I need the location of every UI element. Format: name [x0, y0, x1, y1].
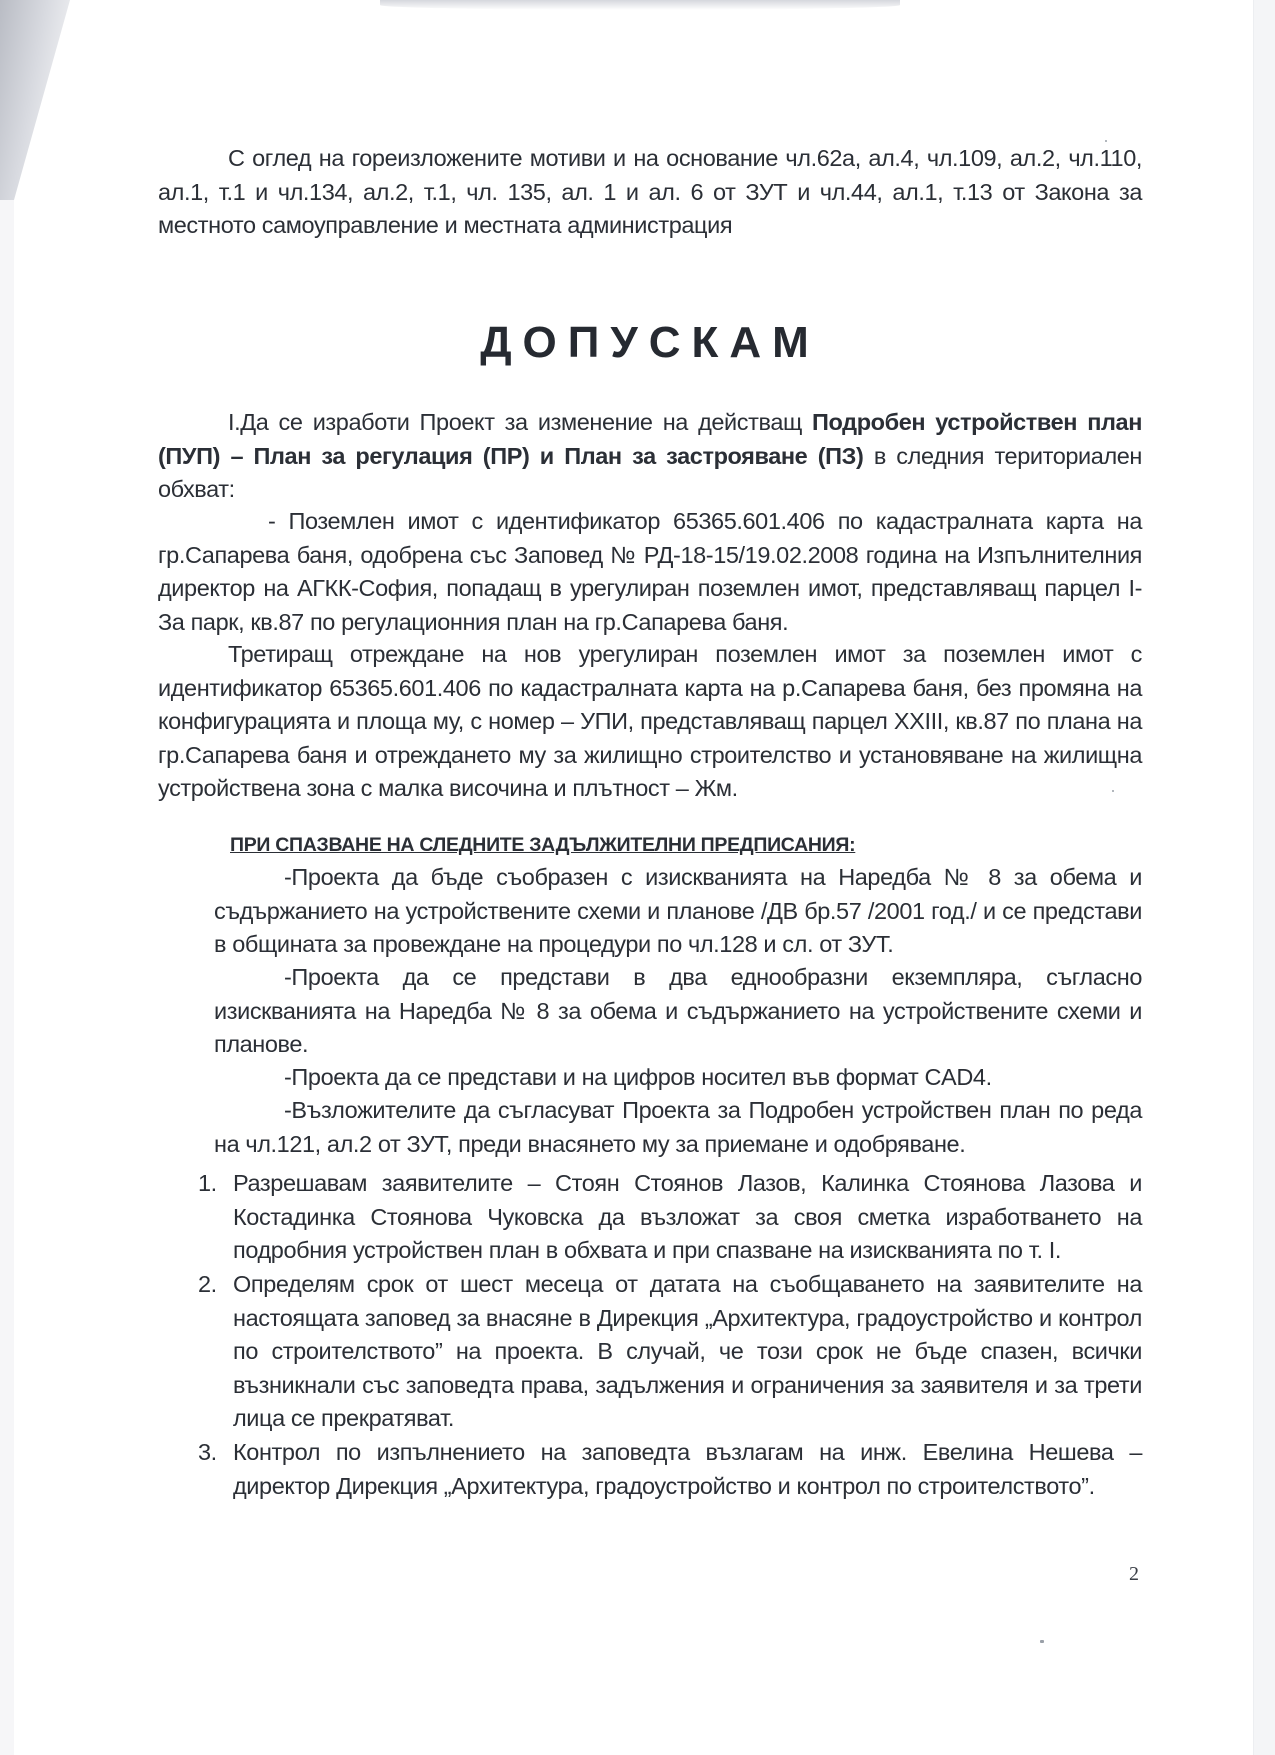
- section-one-paragraph: [158, 406, 1142, 507]
- scan-corner-shadow: [0, 0, 70, 200]
- section-one-plan-name: Подробен устройствен план (ПУП) – План за регулация (ПР) и План за застрояване (ПЗ): [158, 409, 1143, 469]
- scan-speck: [1040, 1640, 1044, 1643]
- scan-right-margin: [1253, 0, 1275, 1755]
- numbered-item: [198, 1268, 1142, 1436]
- scope-paragraph: - Поземлен имот с идентификатор 65365.601.406 по кадастралната карта на гр.Сапарева баня, одобрена със Заповед № РД-18-15/19.02.2008 година на Изпълнителния директор на АГКК-София, попадащ в урегулиран поземлен имот, представляващ парцел I-За парк, кв.87 по регулационния план на гр.Сапарева баня.: [158, 508, 1142, 635]
- item-text: Определям срок от шест месеца от датата на съобщаването на заявителите на настоящата заповед за внасяне в Дирекция „Архитектура, градоустройство и контрол по строителството” на проекта. В случай, че този срок не бъде спазен, всички възникнали със заповедта права, задължения и ограничения за заявителя и за трети лица се прекратяват.: [233, 1271, 1142, 1431]
- scan-left-margin: [0, 0, 14, 1755]
- requirements-heading: ПРИ СПАЗВАНЕ НА СЛЕДНИТЕ ЗАДЪЛЖИТЕЛНИ ПРЕДПИСАНИЯ:: [230, 834, 856, 856]
- section-one-prefix: I.Да се изработи Проект за изменение на действащ: [228, 409, 813, 435]
- requirement-item: -Възложителите да съгласуват Проекта за Подробен устройствен план по реда на чл.121, ал.2 от ЗУТ, преди внасянето му за приемане и одобряване.: [214, 1097, 1142, 1157]
- scan-speck: [1112, 790, 1114, 792]
- item-text: Контрол по изпълнението на заповедта възлагам на инж. Евелина Нешева – директор Дирекция „Архитектура, градоустройство и контрол по строителството”.: [233, 1439, 1142, 1499]
- intro-paragraph: С оглед на гореизложените мотиви и на основание чл.62а, ал.4, чл.109, ал.2, чл.110, ал.1, т.1 и чл.134, ал.2, т.1, чл. 135, ал. 1 и ал. 6 от ЗУТ и чл.44, ал.1, т.13 от Закона за местното самоуправление и местната администрация: [158, 145, 1142, 238]
- requirement-item: -Проекта да се представи и на цифров носител във формат CAD4.: [284, 1064, 992, 1090]
- scan-speck: [1105, 140, 1107, 142]
- order-title: ДОПУСКАМ: [480, 318, 820, 367]
- section-one-suffix: в следния териториален обхват:: [158, 442, 1143, 502]
- item-number: 3.: [198, 1439, 217, 1465]
- item-text: Разрешавам заявителите – Стоян Стоянов Лазов, Калинка Стоянова Лазова и Костадинка Стоянова Чуковска да възложат за своя сметка изработването на подробния устройствен план в обхвата и при спазване на изискванията по т. I.: [233, 1170, 1142, 1263]
- item-number: 2.: [198, 1271, 217, 1297]
- item-number: 1.: [198, 1170, 217, 1196]
- scan-top-shade: [380, 0, 900, 10]
- treatment-paragraph: Третиращ отреждане на нов урегулиран поземлен имот за поземлен имот с идентификатор 65365.601.406 по кадастралната карта на р.Сапарева баня, без промяна на конфигурацията и площа му, с номер – УПИ, представляващ парцел XXIII, кв.87 по плана на гр.Сапарева баня и отреждането му за жилищно строителство и установяване на жилищна устройствена зона с малка височина и плътност – Жм.: [158, 641, 1142, 801]
- numbered-item: [198, 1436, 1142, 1503]
- page-number: 2: [1129, 1563, 1139, 1585]
- numbered-item: [198, 1167, 1142, 1268]
- requirement-item: -Проекта да се представи в два еднообразни екземпляра, съгласно изискванията на Наредба № 8 за обема и съдържанието на устройствените схеми и планове.: [214, 964, 1142, 1057]
- requirement-item: -Проекта да бъде съобразен с изискванията на Наредба № 8 за обема и съдържанието на устройствените схеми и планове /ДВ бр.57 /2001 год./ и се представи в общината за провеждане на процедури по чл.128 и сл. от ЗУТ.: [214, 864, 1142, 957]
